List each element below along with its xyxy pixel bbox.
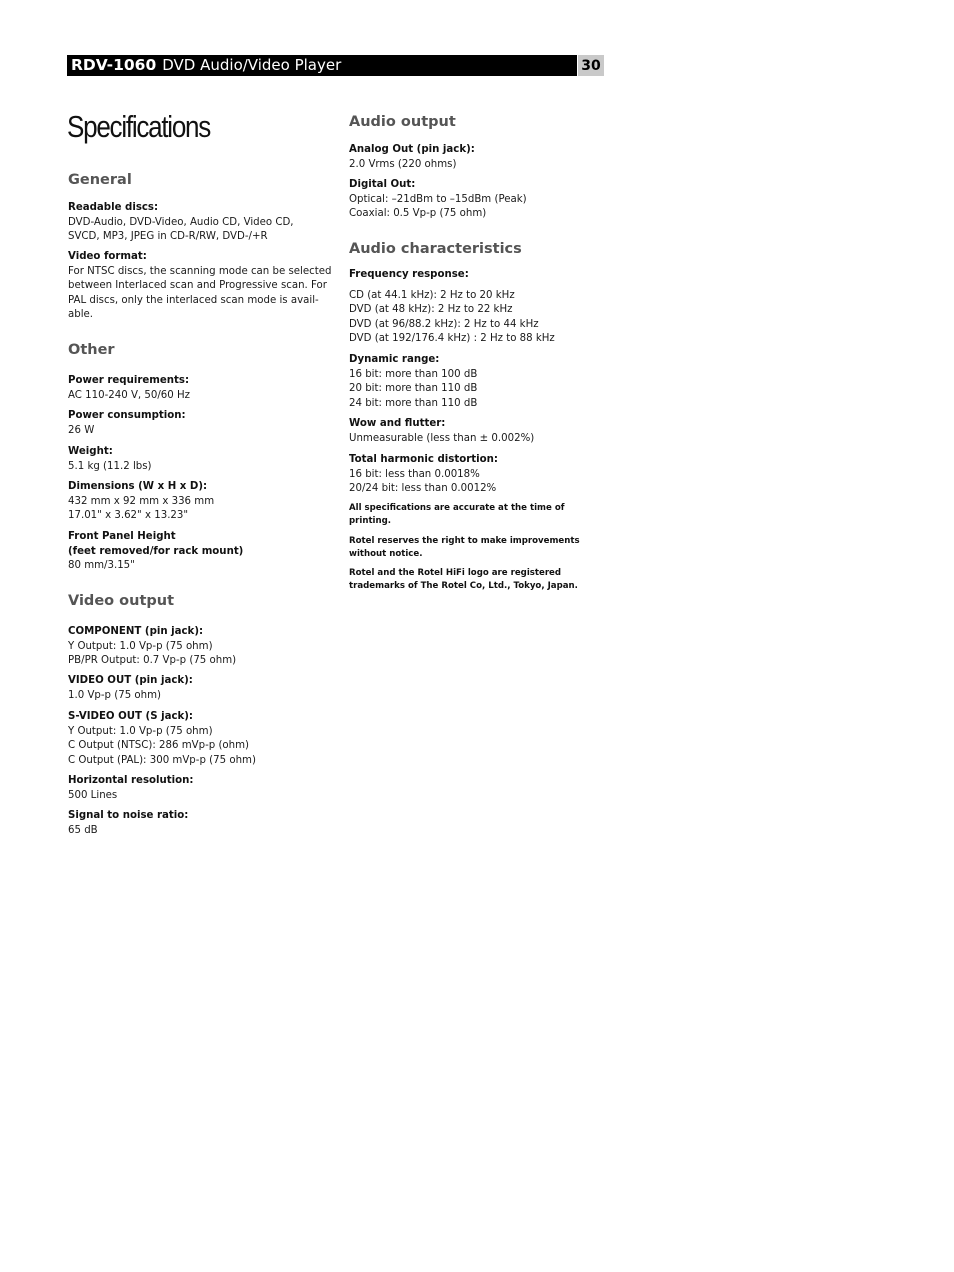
spec-label: VIDEO OUT (pin jack): [68, 675, 193, 686]
note-line: without notice. [349, 549, 423, 559]
spec-value: Coaxial: 0.5 Vp-p (75 ohm) [349, 208, 487, 219]
spec-value: PAL discs, only the interlaced scan mode is avail- [68, 294, 319, 306]
spec-label: Power consumption: [68, 410, 186, 421]
spec-value: 5.1 kg (11.2 lbs) [68, 460, 152, 472]
spec-value: For NTSC discs, the scanning mode can be selected [68, 265, 332, 277]
spec-value: able. [68, 309, 94, 320]
spec-analog-out [349, 143, 475, 172]
spec-label: Readable discs: [68, 202, 159, 213]
spec-s-video-out [68, 710, 256, 768]
spec-value: 65 dB [68, 824, 98, 836]
spec-value: 26 W [68, 424, 95, 436]
page-number: 30 [578, 55, 604, 76]
spec-label: Horizontal resolution: [68, 775, 194, 786]
note-accuracy [349, 502, 564, 528]
spec-label: Frequency response: [349, 269, 469, 280]
section-heading-other: Other [68, 342, 115, 358]
spec-value: between Interlaced scan and Progressive scan. For [68, 280, 327, 291]
spec-label: Wow and flutter: [349, 418, 446, 429]
section-heading-audio-characteristics: Audio characteristics [349, 241, 522, 257]
spec-label: Dynamic range: [349, 354, 440, 365]
spec-label: Video format: [68, 251, 147, 262]
spec-label: Weight: [68, 446, 113, 457]
spec-label: Power requirements: [68, 375, 190, 386]
spec-power-consumption [68, 409, 186, 438]
note-line: printing. [349, 516, 392, 526]
spec-value: Unmeasurable (less than ± 0.002%) [349, 432, 535, 444]
spec-dimensions [68, 480, 214, 524]
note-line: trademarks of The Rotel Co, Ltd., Tokyo, Japan. [349, 581, 578, 591]
spec-value: 432 mm x 92 mm x 336 mm [68, 495, 215, 507]
spec-video-out [68, 674, 193, 703]
section-heading-general: General [68, 172, 132, 188]
spec-frequency-response [349, 268, 555, 347]
note-line: Rotel reserves the right to make improvements [349, 536, 580, 546]
note-trademarks [349, 567, 578, 593]
spec-digital-out [349, 178, 527, 222]
spec-value: 17.01" x 3.62" x 13.23" [68, 510, 189, 521]
product-name: DVD Audio/Video Player [162, 56, 342, 74]
spec-value: DVD (at 48 kHz): 2 Hz to 22 kHz [349, 304, 513, 315]
spec-value: DVD (at 192/176.4 kHz) : 2 Hz to 88 kHz [349, 333, 555, 344]
spec-label: Dimensions (W x H x D): [68, 481, 208, 492]
spec-value: PB/PR Output: 0.7 Vp-p (75 ohm) [68, 655, 237, 666]
model-name: RDV-1060 [71, 56, 157, 74]
spec-value: 24 bit: more than 110 dB [349, 397, 478, 409]
spec-label: Digital Out: [349, 179, 416, 190]
spec-video-format [68, 250, 331, 323]
note-line: All specifications are accurate at the time of [349, 503, 565, 513]
spec-value: 2.0 Vrms (220 ohms) [349, 158, 457, 170]
spec-power-requirements [68, 374, 190, 403]
spec-value: SVCD, MP3, JPEG in CD-R/RW, DVD-/+R [68, 231, 268, 242]
spec-value: 20/24 bit: less than 0.0012% [349, 483, 497, 494]
spec-label: S-VIDEO OUT (S jack): [68, 711, 193, 722]
spec-value: DVD (at 96/88.2 kHz): 2 Hz to 44 kHz [349, 318, 539, 330]
section-heading-video-output: Video output [68, 593, 175, 609]
spec-wow-and-flutter [349, 417, 534, 446]
page-title: Specifications [67, 109, 211, 144]
spec-front-panel-height [68, 530, 243, 574]
spec-label: COMPONENT (pin jack): [68, 626, 204, 637]
spec-value: Y Output: 1.0 Vp-p (75 ohm) [68, 725, 213, 737]
spec-value: C Output (PAL): 300 mVp-p (75 ohm) [68, 754, 256, 766]
spec-component [68, 625, 236, 669]
spec-label: Analog Out (pin jack): [349, 144, 475, 155]
spec-readable-discs [68, 201, 294, 245]
spec-value: Optical: –21dBm to –15dBm (Peak) [349, 193, 527, 205]
spec-signal-to-noise [68, 809, 188, 838]
spec-value: Y Output: 1.0 Vp-p (75 ohm) [68, 640, 213, 652]
spec-value: 500 Lines [68, 789, 118, 801]
header-bar [67, 55, 577, 76]
spec-value: 20 bit: more than 110 dB [349, 383, 478, 394]
spec-value: 16 bit: more than 100 dB [349, 368, 478, 380]
spec-value: 16 bit: less than 0.0018% [349, 468, 480, 480]
spec-weight [68, 445, 152, 474]
spec-label: Signal to noise ratio: [68, 810, 189, 821]
spec-value: CD (at 44.1 kHz): 2 Hz to 20 kHz [349, 289, 515, 301]
spec-dynamic-range [349, 353, 477, 411]
spec-value: C Output (NTSC): 286 mVp-p (ohm) [68, 740, 250, 751]
spec-value: 80 mm/3.15" [68, 560, 135, 571]
spec-total-harmonic-distortion [349, 453, 498, 497]
spec-label: Total harmonic distortion: [349, 454, 498, 465]
spec-value: 1.0 Vp-p (75 ohm) [68, 689, 162, 701]
section-heading-audio-output: Audio output [349, 114, 456, 130]
note-line: Rotel and the Rotel HiFi logo are registered [349, 568, 562, 578]
note-improvements [349, 535, 580, 561]
spec-horizontal-resolution [68, 774, 193, 803]
spec-value: DVD-Audio, DVD-Video, Audio CD, Video CD, [68, 216, 294, 228]
spec-label: Front Panel Height [68, 531, 176, 542]
spec-value: AC 110-240 V, 50/60 Hz [68, 389, 190, 401]
spec-label: (feet removed/for rack mount) [68, 545, 244, 557]
